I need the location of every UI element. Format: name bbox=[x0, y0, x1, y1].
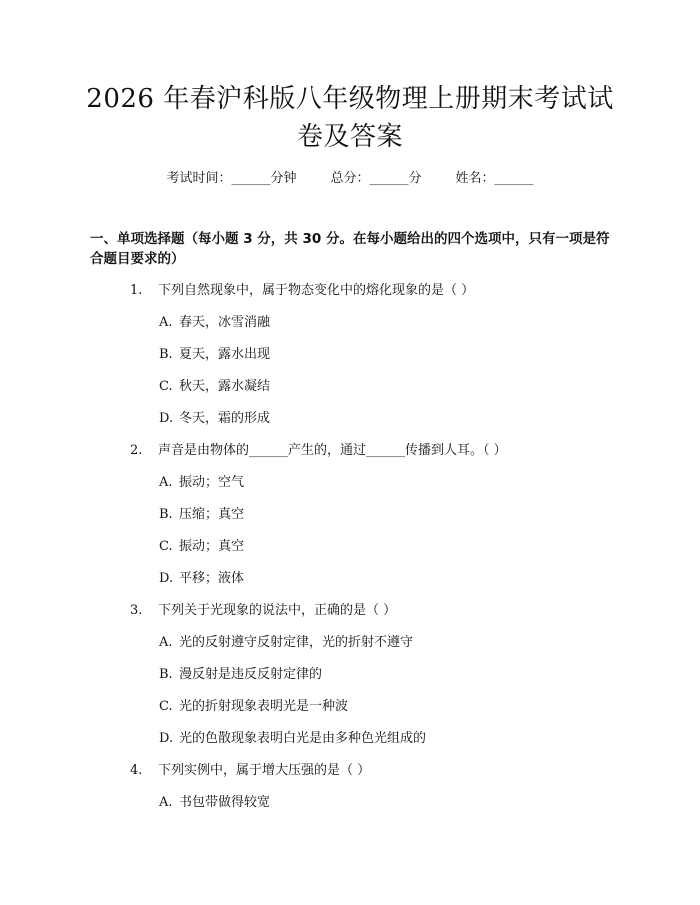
option-text: 漫反射是违反反射定律的 bbox=[179, 667, 323, 682]
option-item bbox=[159, 506, 609, 524]
question-item bbox=[130, 282, 610, 300]
question-number: 4. bbox=[130, 763, 143, 778]
option-item bbox=[159, 378, 609, 396]
option-letter: A. bbox=[159, 635, 173, 650]
option-letter: A. bbox=[159, 315, 173, 330]
question-text: 下列关于光现象的说法中，正确的是（ ） bbox=[158, 603, 397, 618]
option-item bbox=[159, 730, 609, 748]
name-field: 姓名：______ bbox=[455, 171, 534, 186]
option-text: 光的折射现象表明光是一种波 bbox=[179, 699, 349, 714]
total-score-field: 总分：______分 bbox=[330, 171, 422, 186]
question-number: 2. bbox=[130, 443, 143, 458]
option-text: 光的色散现象表明白光是由多种色光组成的 bbox=[179, 731, 427, 746]
question-text: 声音是由物体的______产生的，通过______传播到人耳。（ ） bbox=[158, 443, 507, 458]
option-letter: D. bbox=[159, 571, 174, 586]
option-letter: D. bbox=[159, 411, 174, 426]
option-text: 春天，冰雪消融 bbox=[179, 315, 271, 330]
option-item bbox=[159, 538, 609, 556]
option-letter: A. bbox=[159, 475, 173, 490]
option-item bbox=[159, 666, 609, 684]
question-number: 1. bbox=[130, 283, 143, 298]
option-text: 振动；真空 bbox=[179, 539, 245, 554]
question-text: 下列实例中，属于增大压强的是（ ） bbox=[158, 763, 371, 778]
option-letter: A. bbox=[159, 795, 173, 810]
option-letter: B. bbox=[159, 347, 173, 362]
option-item bbox=[159, 474, 609, 492]
option-text: 冬天，霜的形成 bbox=[179, 411, 271, 426]
option-text: 平移；液体 bbox=[179, 571, 245, 586]
exam-info-line bbox=[0, 170, 700, 188]
option-text: 书包带做得较宽 bbox=[179, 795, 271, 810]
option-item bbox=[159, 314, 609, 332]
option-text: 秋天，露水凝结 bbox=[179, 379, 271, 394]
option-text: 振动；空气 bbox=[179, 475, 245, 490]
option-item bbox=[159, 570, 609, 588]
title-line-2: 卷及答案 bbox=[296, 122, 403, 152]
option-item bbox=[159, 698, 609, 716]
page-title bbox=[60, 80, 640, 156]
option-letter: C. bbox=[159, 379, 173, 394]
option-letter: D. bbox=[159, 731, 174, 746]
option-letter: B. bbox=[159, 667, 173, 682]
option-text: 光的反射遵守反射定律，光的折射不遵守 bbox=[179, 635, 414, 650]
section-heading: 一、单项选择题（每小题 3 分，共 30 分。在每小题给出的四个选项中，只有一项是符合题目要求的） bbox=[90, 231, 610, 267]
question-item bbox=[130, 602, 610, 620]
option-letter: C. bbox=[159, 699, 173, 714]
option-item bbox=[159, 794, 609, 812]
question-item bbox=[130, 762, 610, 780]
option-text: 夏天，露水出现 bbox=[179, 347, 271, 362]
option-letter: B. bbox=[159, 507, 173, 522]
question-number: 3. bbox=[130, 603, 143, 618]
option-text: 压缩；真空 bbox=[179, 507, 245, 522]
option-item bbox=[159, 410, 609, 428]
option-letter: C. bbox=[159, 539, 173, 554]
title-line-1: 2026 年春沪科版八年级物理上册期末考试试 bbox=[86, 84, 614, 114]
question-text: 下列自然现象中，属于物态变化中的熔化现象的是（ ） bbox=[158, 283, 475, 298]
exam-time-field: 考试时间：______分钟 bbox=[166, 171, 297, 186]
option-item bbox=[159, 634, 609, 652]
option-item bbox=[159, 346, 609, 364]
question-item bbox=[130, 442, 610, 460]
